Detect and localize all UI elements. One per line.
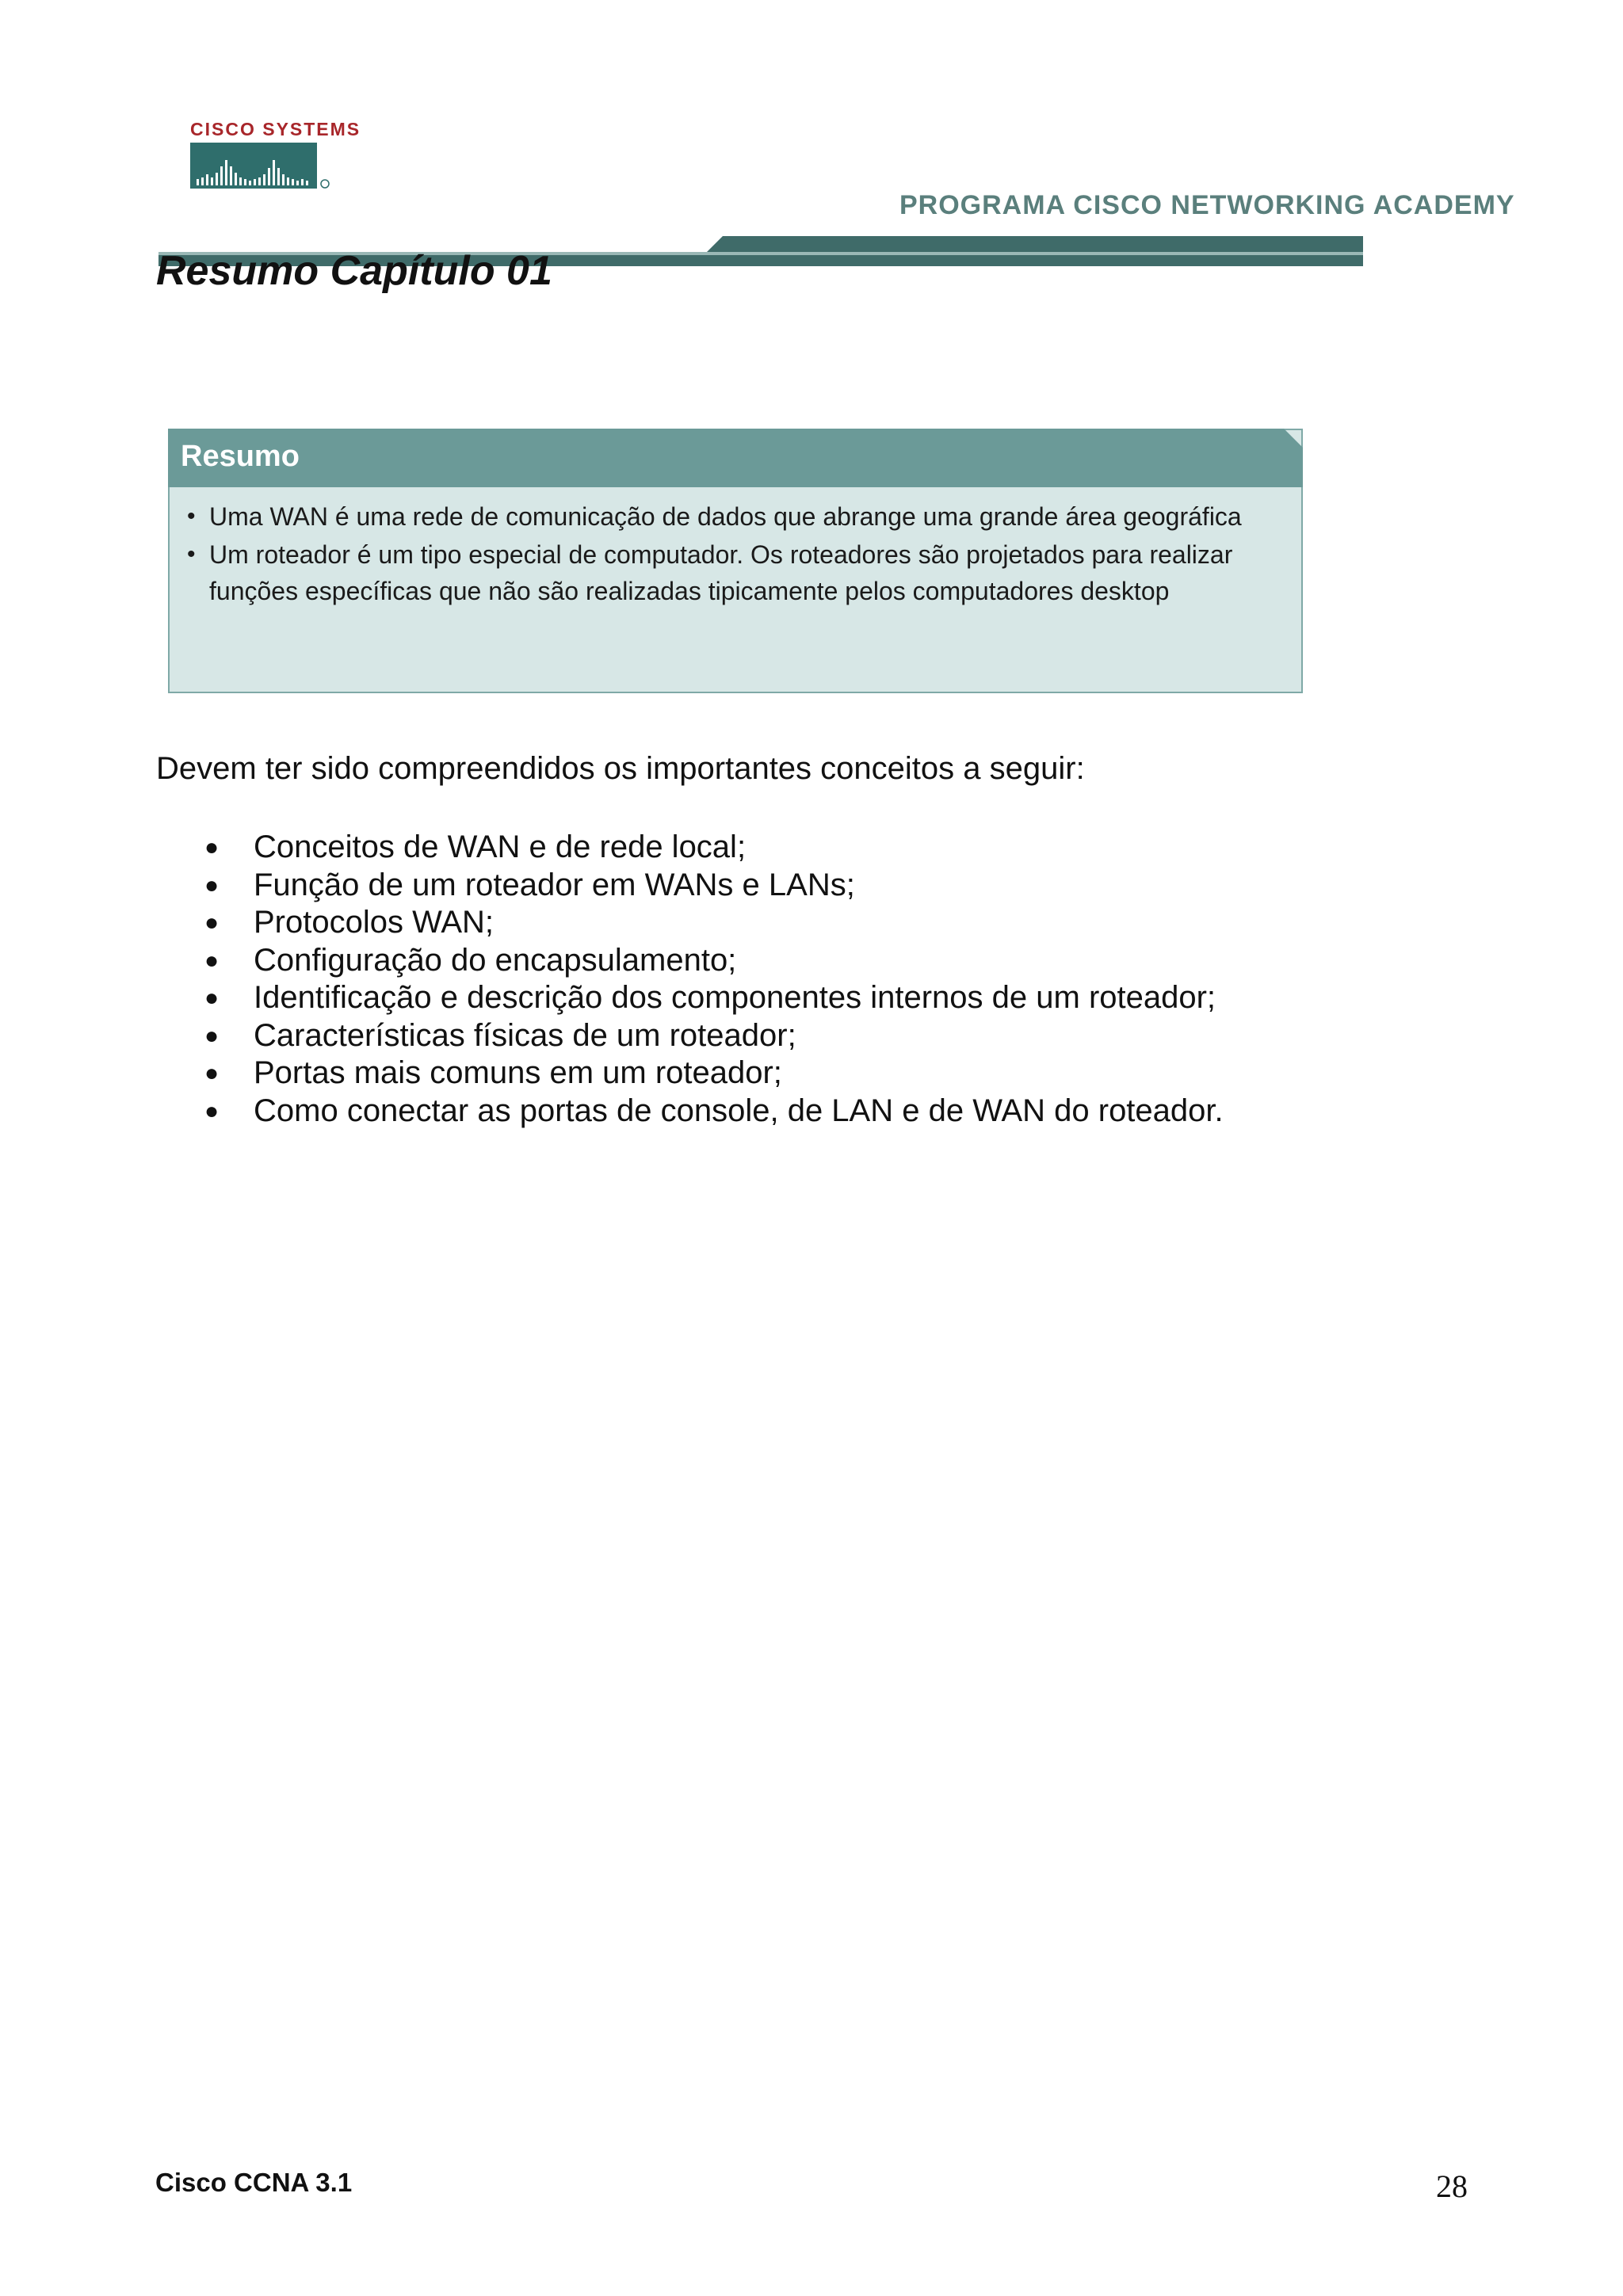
logo-text: CISCO SYSTEMS (190, 119, 361, 139)
list-item (204, 1055, 1224, 1093)
list-item-text: Conceitos de WAN e de rede local; (254, 830, 747, 864)
bullet-icon: ● (204, 1060, 220, 1086)
list-item-text: Configuração do encapsulamento; (254, 942, 737, 978)
academy-banner (158, 190, 1515, 254)
list-item (204, 979, 1224, 1017)
bullet-icon: ● (204, 985, 220, 1011)
summary-panel (168, 429, 1303, 693)
list-item (204, 904, 1224, 942)
intro-paragraph: Devem ter sido compreendidos os importantes conceitos a seguir: (156, 751, 1085, 786)
list-item-text: Protocolos WAN; (254, 905, 495, 940)
summary-item (181, 536, 1282, 609)
list-item-text: Como conectar as portas de console, de LAN e de WAN do roteador. (254, 1093, 1224, 1128)
list-item-text: Identificação e descrição dos componentes internos de um roteador; (254, 980, 1216, 1015)
page-title: Resumo Capítulo 01 (156, 248, 552, 294)
list-item (204, 1093, 1224, 1131)
list-item (204, 942, 1224, 980)
bullet-icon: • (187, 541, 196, 567)
list-item (204, 1017, 1224, 1055)
list-item (204, 867, 1224, 905)
bullet-icon: ● (204, 871, 220, 898)
summary-item-text: Um roteador é um tipo especial de computador. Os roteadores são projetados para realizar funções específicas que não são realizadas tipicamente pelos computadores desktop (209, 540, 1233, 605)
concepts-list (204, 829, 1224, 1130)
bullet-icon: ● (204, 1097, 220, 1124)
bullet-icon: ● (204, 947, 220, 974)
list-item-text: Características físicas de um roteador; (254, 1017, 796, 1053)
summary-item-text: Uma WAN é uma rede de comunicação de dados que abrange uma grande área geográfica (209, 502, 1242, 531)
footer-course-name: Cisco CCNA 3.1 (155, 2168, 353, 2197)
cisco-bridge-icon (190, 143, 333, 190)
banner-text: PROGRAMA CISCO NETWORKING ACADEMY (899, 190, 1515, 220)
summary-panel-heading: Resumo (181, 440, 300, 473)
summary-item (181, 498, 1282, 535)
cisco-logo (190, 119, 361, 198)
page-number: 28 (1436, 2168, 1468, 2204)
bullet-icon: ● (204, 1022, 220, 1049)
bullet-icon: • (187, 503, 196, 529)
list-item (204, 829, 1224, 867)
list-item-text: Portas mais comuns em um roteador; (254, 1055, 782, 1090)
bullet-icon: ● (204, 910, 220, 936)
list-item-text: Função de um roteador em WANs e LANs; (254, 867, 855, 902)
summary-list (181, 498, 1282, 611)
bullet-icon: ● (204, 834, 220, 860)
